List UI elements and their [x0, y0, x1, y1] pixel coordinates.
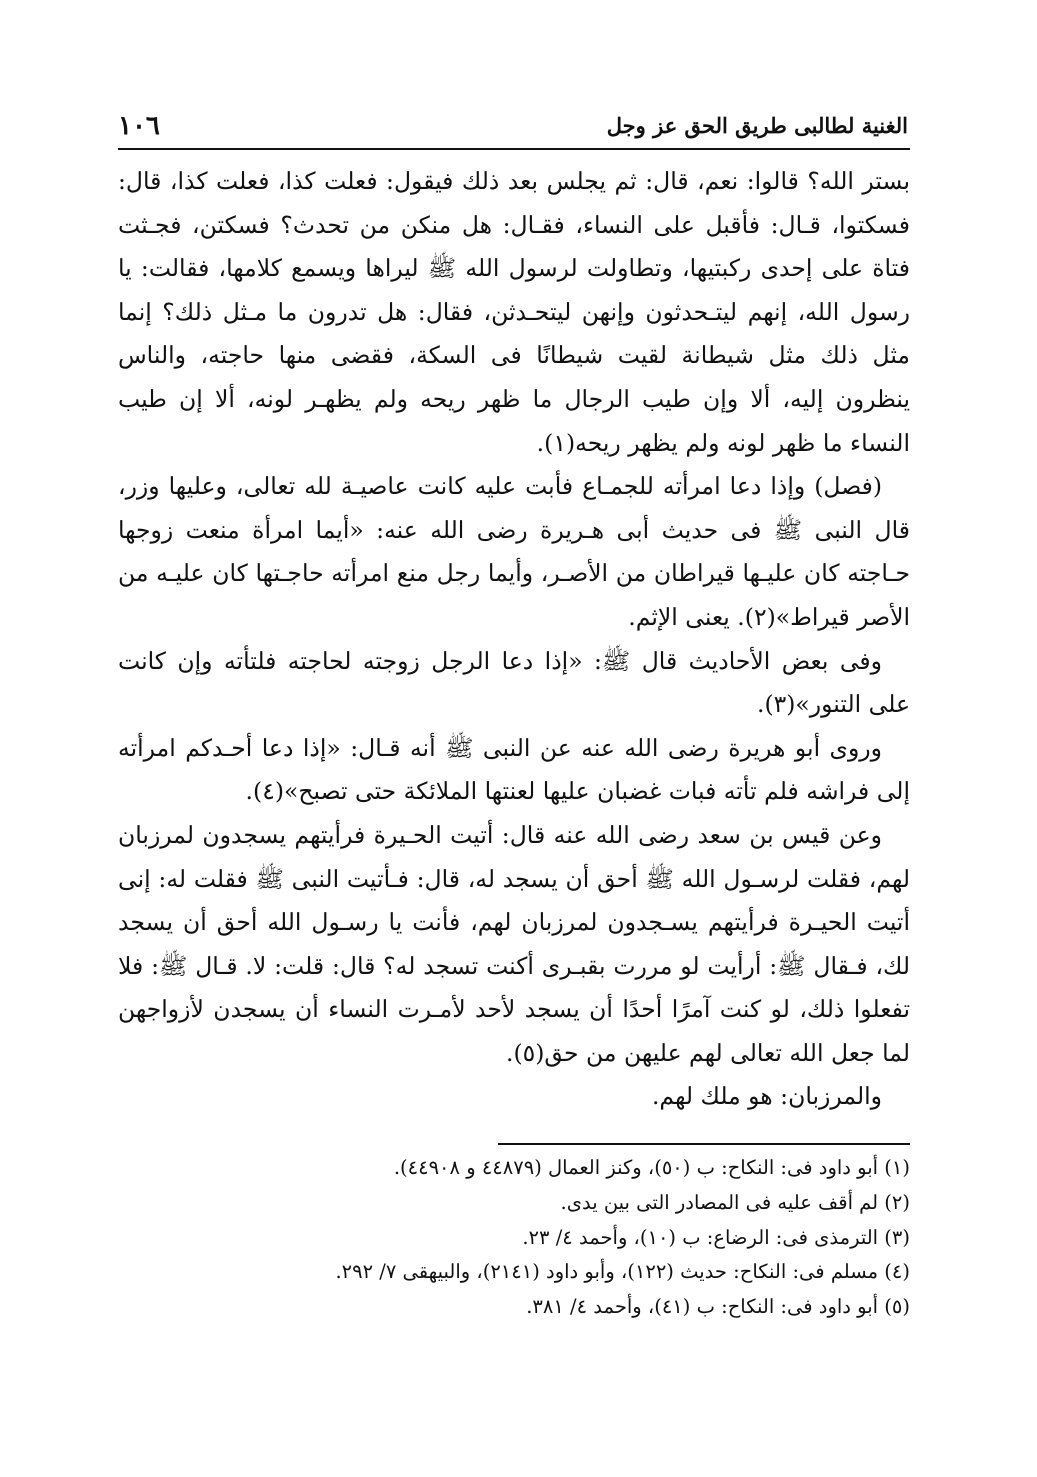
page-number: ١٠٦ [118, 111, 160, 141]
footnote-2: (٢) لم أقف عليه فى المصادر التى بين يدى. [560, 1190, 910, 1214]
running-title: الغنية لطالبى طريق الحق عز وجل [606, 113, 908, 138]
footnote-4: (٤) مسلم فى: النكاح: حديث (١٢٢)، وأبو داود (٢١٤١)، والبيهقى ٧/ ٢٩٢. [335, 1260, 910, 1284]
footnote-3: (٣) الترمذى فى: الرضاع: ب (١٠)، وأحمد ٤/ ٢٣. [522, 1225, 910, 1249]
paragraph-abu-hurayra: وروى أبو هريرة رضى الله عنه عن النبى ﷺ أنه قـال: «إذا دعا أحـدكم امرأته إلى فراشه فلم تأته فبات غضبان عليها لعنتها الملائكة حتى تصبح»(٤). [118, 733, 910, 806]
paragraph-hadith-continuation: بستر الله؟ قالوا: نعم، قال: ثم يجلس بعد ذلك فيقول: فعلت كذا، فعلت كذا، قال: فسكتوا، قـال: فأقبل على النساء، فقـال: هل منكن من تحدث؟ فسكتن، فجـثت فتاة على إحدى ركبتيها، وتطاولت لرسول الله ﷺ ليراها ويسمع كلامها، فقالت: يا رسول الله، إنهم ليتـحدثون وإنهن ليتحـدثن، فقال: هل تدرون ما مـثل ذلك؟ إنما مثل ذلك مثل شيطانة لقيت شيطانًا فى السكة، فقضى منها حاجته، والناس ينظرون إليه، ألا وإن طيب الرجال ما ظهر ريحه ولم يظهـر لونه، ألا إن طيب النساء ما ظهر لونه ولم يظهر ريحه(١). [118, 167, 910, 457]
paragraph-qays-ibn-sad: وعن قيس بن سعد رضى الله عنه قال: أتيت الحـيرة فرأيتهم يسجدون لمرزبان لهم، فقلت لرسـول الله ﷺ أحق أن يسجد له، قال: فـأتيت النبى ﷺ فقلت له: إنى أتيت الحيـرة فرأيتهم يسـجدون لمرزبان لهم، فأنت يا رسـول الله أحق أن يسجد لك، فـقال ﷺ: أرأيت لو مررت بقبـرى أكنت تسجد له؟ قال: قلت: لا. قـال ﷺ: فلا تفعلوا ذلك، لو كنت آمرًا أحدًا أن يسجد لأحد لأمـرت النساء أن يسجدن لأزواجهن لما جعل الله تعالى لهم عليهن من حق(٥). [118, 820, 910, 1067]
main-text [118, 160, 910, 1119]
footnotes-divider [498, 1143, 910, 1145]
footnotes [118, 1151, 910, 1325]
page-header [118, 113, 908, 147]
paragraph-fasl: (فصل) وإذا دعا امرأته للجمـاع فأبت عليه كانت عاصيـة لله تعالى، وعليها وزر، قال النبى ﷺ فى حديث أبى هـريرة رضى الله عنه: «أيما امرأة منعت زوجها حـاجته كان عليـها قيراطان من الأصـر، وأيما رجل منع امرأته حاجـتها كان عليـه من الأصر قيراط»(٢). يعنى الإثم. [118, 472, 910, 631]
footnote-1: (١) أبو داود فى: النكاح: ب (٥٠)، وكنز العمال (٤٤٨٧٩ و ٤٤٩٠٨). [393, 1156, 910, 1179]
paragraph-tannur: وفى بعض الأحاديث قال ﷺ: «إذا دعا الرجل زوجته لحاجته فلتأته وإن كانت على التنور»(٣). [118, 646, 910, 719]
paragraph-marzuban-definition: والمرزبان: هو ملك لهم. [651, 1082, 882, 1111]
footnote-5: (٥) أبو داود فى: النكاح: ب (٤١)، وأحمد ٤/ ٣٨١. [526, 1295, 910, 1319]
header-divider [118, 148, 910, 150]
